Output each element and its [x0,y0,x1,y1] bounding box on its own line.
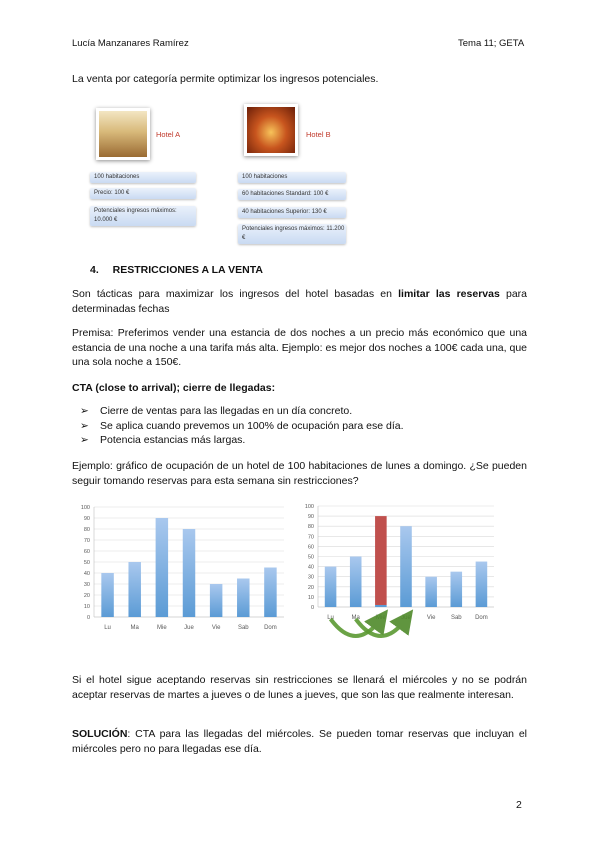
hotel-b-fact: 40 habitaciones Superior: 130 € [238,207,346,218]
bullet-arrow-icon: ➢ [80,434,89,446]
x-tick-label: Lu [327,615,334,621]
hotel-b-fact: 100 habitaciones [238,172,346,183]
y-tick-label: 0 [310,605,314,611]
bar [210,584,222,617]
paragraph-solution [72,727,527,756]
cta-heading: CTA (close to arrival); cierre de llegadas: [72,382,276,394]
bullet-arrow-icon: ➢ [80,405,89,417]
occupancy-chart-2 [296,498,500,668]
bar [101,573,113,617]
bar [264,568,276,618]
x-tick-label: Ma [130,625,139,631]
bar-highlight [375,516,387,605]
y-tick-label: 60 [307,544,314,551]
y-tick-label: 40 [307,564,314,571]
bullet-text: Potencia estancias más largas. [100,434,246,446]
paragraph-consequence: Si el hotel sigue aceptando reservas sin restricciones se llenará el miércoles y no se podrán aceptar reservas de martes a jueves o de lunes a jueves, que son las que realmente interesan. [72,674,527,701]
x-tick-label: Ma [351,615,360,621]
y-tick-label: 10 [83,604,90,610]
hotel-b-card [236,100,348,250]
hotel-a-card [88,100,198,240]
x-tick-label: Vie [211,625,221,631]
header-author: Lucía Manzanares Ramírez [72,38,189,49]
bar [128,562,140,617]
hotel-b-photo [244,104,298,156]
list-item [80,404,404,419]
y-tick-label: 30 [307,574,314,581]
x-tick-label: Jue [184,625,194,631]
bar [156,518,168,617]
bar [375,605,387,607]
hotel-a-fact: 100 habitaciones [90,172,196,183]
x-tick-label: Mie [376,615,386,621]
x-tick-label: Sab [237,625,249,631]
cta-bullets [80,404,404,448]
intro-text: La venta por categoría permite optimizar los ingresos potenciales. [72,73,379,85]
hotel-a-name: Hotel A [156,130,181,139]
solution-text: : CTA para las llegadas del miércoles. Se pueden tomar reservas que incluyan el miércoles pero no para llegadas ese día. [72,728,527,755]
y-tick-label: 100 [80,505,90,511]
hotel-a-photo [96,108,150,160]
paragraph-tactics [72,287,527,316]
bar [237,579,249,618]
y-tick-label: 90 [307,514,314,521]
p1-text: Son tácticas para maximizar los ingresos del hotel basadas en [72,288,399,300]
x-tick-label: Jue [401,615,411,621]
x-tick-label: Sab [450,615,462,621]
bar [400,526,412,607]
bar [425,577,437,607]
y-tick-label: 70 [307,534,314,541]
bar [451,572,463,607]
y-tick-label: 30 [83,582,90,588]
paragraph-example: Ejemplo: gráfico de ocupación de un hotel de 100 habitaciones de lunes a domingo. ¿Se pueden seguir tomando reservas para esta semana sin restricciones? [72,460,527,487]
hotel-b-fact: Potenciales ingresos máximos: 11.200 € [238,224,346,244]
x-tick-label: Dom [264,625,277,631]
bullet-text: Cierre de ventas para las llegadas en un día concreto. [100,405,353,417]
x-tick-label: Vie [426,615,436,621]
x-tick-label: Dom [475,615,488,621]
bar [183,529,195,617]
x-tick-label: Lu [104,625,111,631]
list-item [80,433,404,448]
solution-label: SOLUCIÓN [72,728,128,740]
y-tick-label: 50 [307,554,314,561]
y-tick-label: 0 [86,615,90,621]
paragraph-premise: Premisa: Preferimos vender una estancia de dos noches a un precio más económico que una estancia de una noche a una tarifa más alta. Ejemplo: es mejor dos noches a 100€ cada una, que una sola noche a 150€. [72,327,527,368]
page-number: 2 [516,799,522,811]
y-tick-label: 70 [83,538,90,544]
hotel-a-fact: Precio: 100 € [90,188,196,199]
y-tick-label: 20 [307,584,314,591]
p1-bold: limitar las reservas [398,288,500,300]
bullet-text: Se aplica cuando prevemos un 100% de ocupación para ese día. [100,419,404,432]
hotel-b-fact: 60 habitaciones Standard: 100 € [238,189,346,200]
y-tick-label: 10 [307,594,314,601]
y-tick-label: 80 [83,527,90,533]
bullet-arrow-icon: ➢ [80,419,89,432]
p1-text-end: para determinadas fechas [72,288,528,315]
section-number: 4. [90,264,99,276]
y-tick-label: 90 [83,516,90,522]
bar [350,557,362,608]
hotel-b-name: Hotel B [306,130,331,139]
occupancy-chart-1 [72,498,286,638]
hotel-a-fact: Potenciales ingresos máximos: 10.000 € [90,206,196,226]
y-tick-label: 50 [83,560,90,566]
section-title: RESTRICCIONES A LA VENTA [112,264,263,276]
y-tick-label: 20 [83,593,90,599]
list-item [80,419,404,434]
header-topic: Tema 11; GETA [458,38,525,49]
x-tick-label: Mie [157,625,167,631]
y-tick-label: 100 [304,504,314,510]
y-tick-label: 60 [83,549,90,555]
section-heading [90,264,263,276]
y-tick-label: 40 [83,571,90,577]
bar [476,562,488,607]
y-tick-label: 80 [307,524,314,531]
bar [325,567,337,607]
